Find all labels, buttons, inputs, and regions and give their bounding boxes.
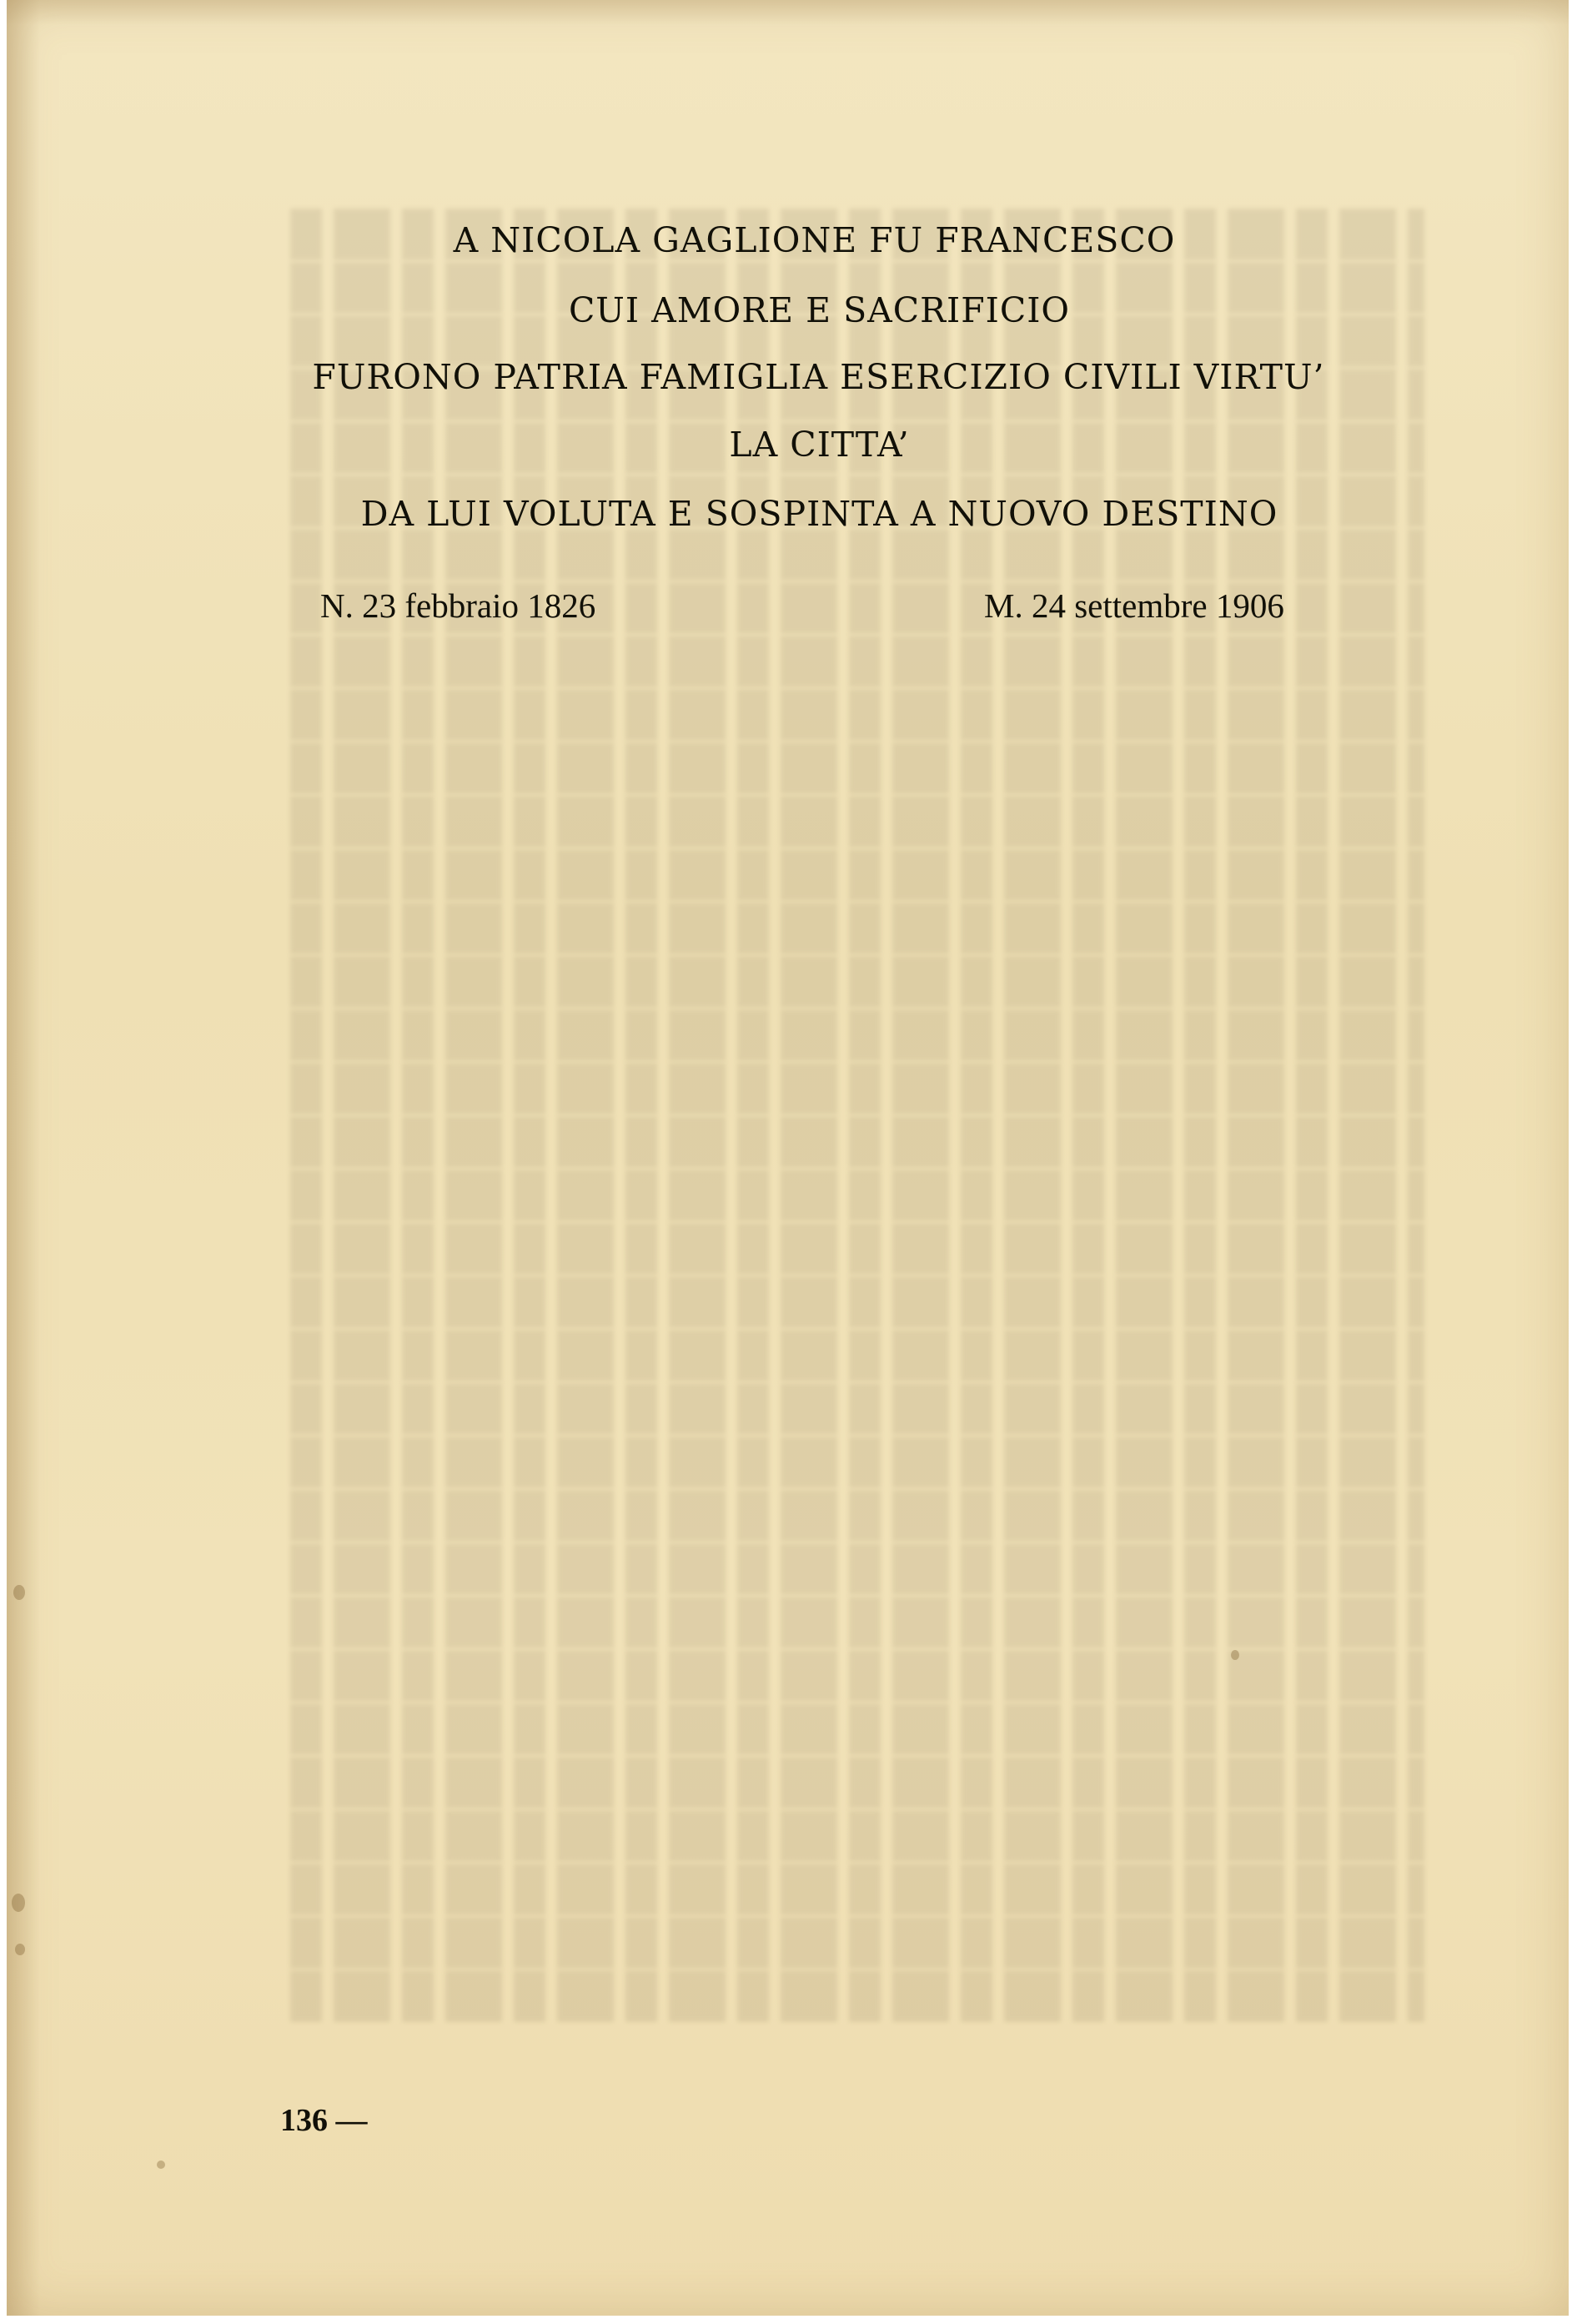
birth-date: N. 23 febbraio 1826 — [320, 586, 596, 625]
inscription-line-2: CUI AMORE E SACRIFICIO — [568, 290, 1071, 330]
death-date: M. 24 settembre 1906 — [984, 586, 1284, 625]
document-page — [7, 0, 1569, 2316]
stain — [157, 2161, 165, 2169]
stain — [13, 1585, 25, 1600]
bleed-through-text — [290, 209, 1424, 2044]
stain — [1231, 1650, 1239, 1660]
stain — [12, 1894, 25, 1912]
inscription-line-1: A NICOLA GAGLIONE FU FRANCESCO — [453, 220, 1176, 260]
inscription-line-3: FURONO PATRIA FAMIGLIA ESERCIZIO CIVILI VIRTU’ — [312, 357, 1325, 397]
page-number: 136 — — [280, 2103, 368, 2138]
inscription-line-4: LA CITTA’ — [729, 425, 910, 465]
stain — [15, 1944, 25, 1955]
inscription-line-5: DA LUI VOLUTA E SOSPINTA A NUOVO DESTINO — [360, 494, 1278, 534]
